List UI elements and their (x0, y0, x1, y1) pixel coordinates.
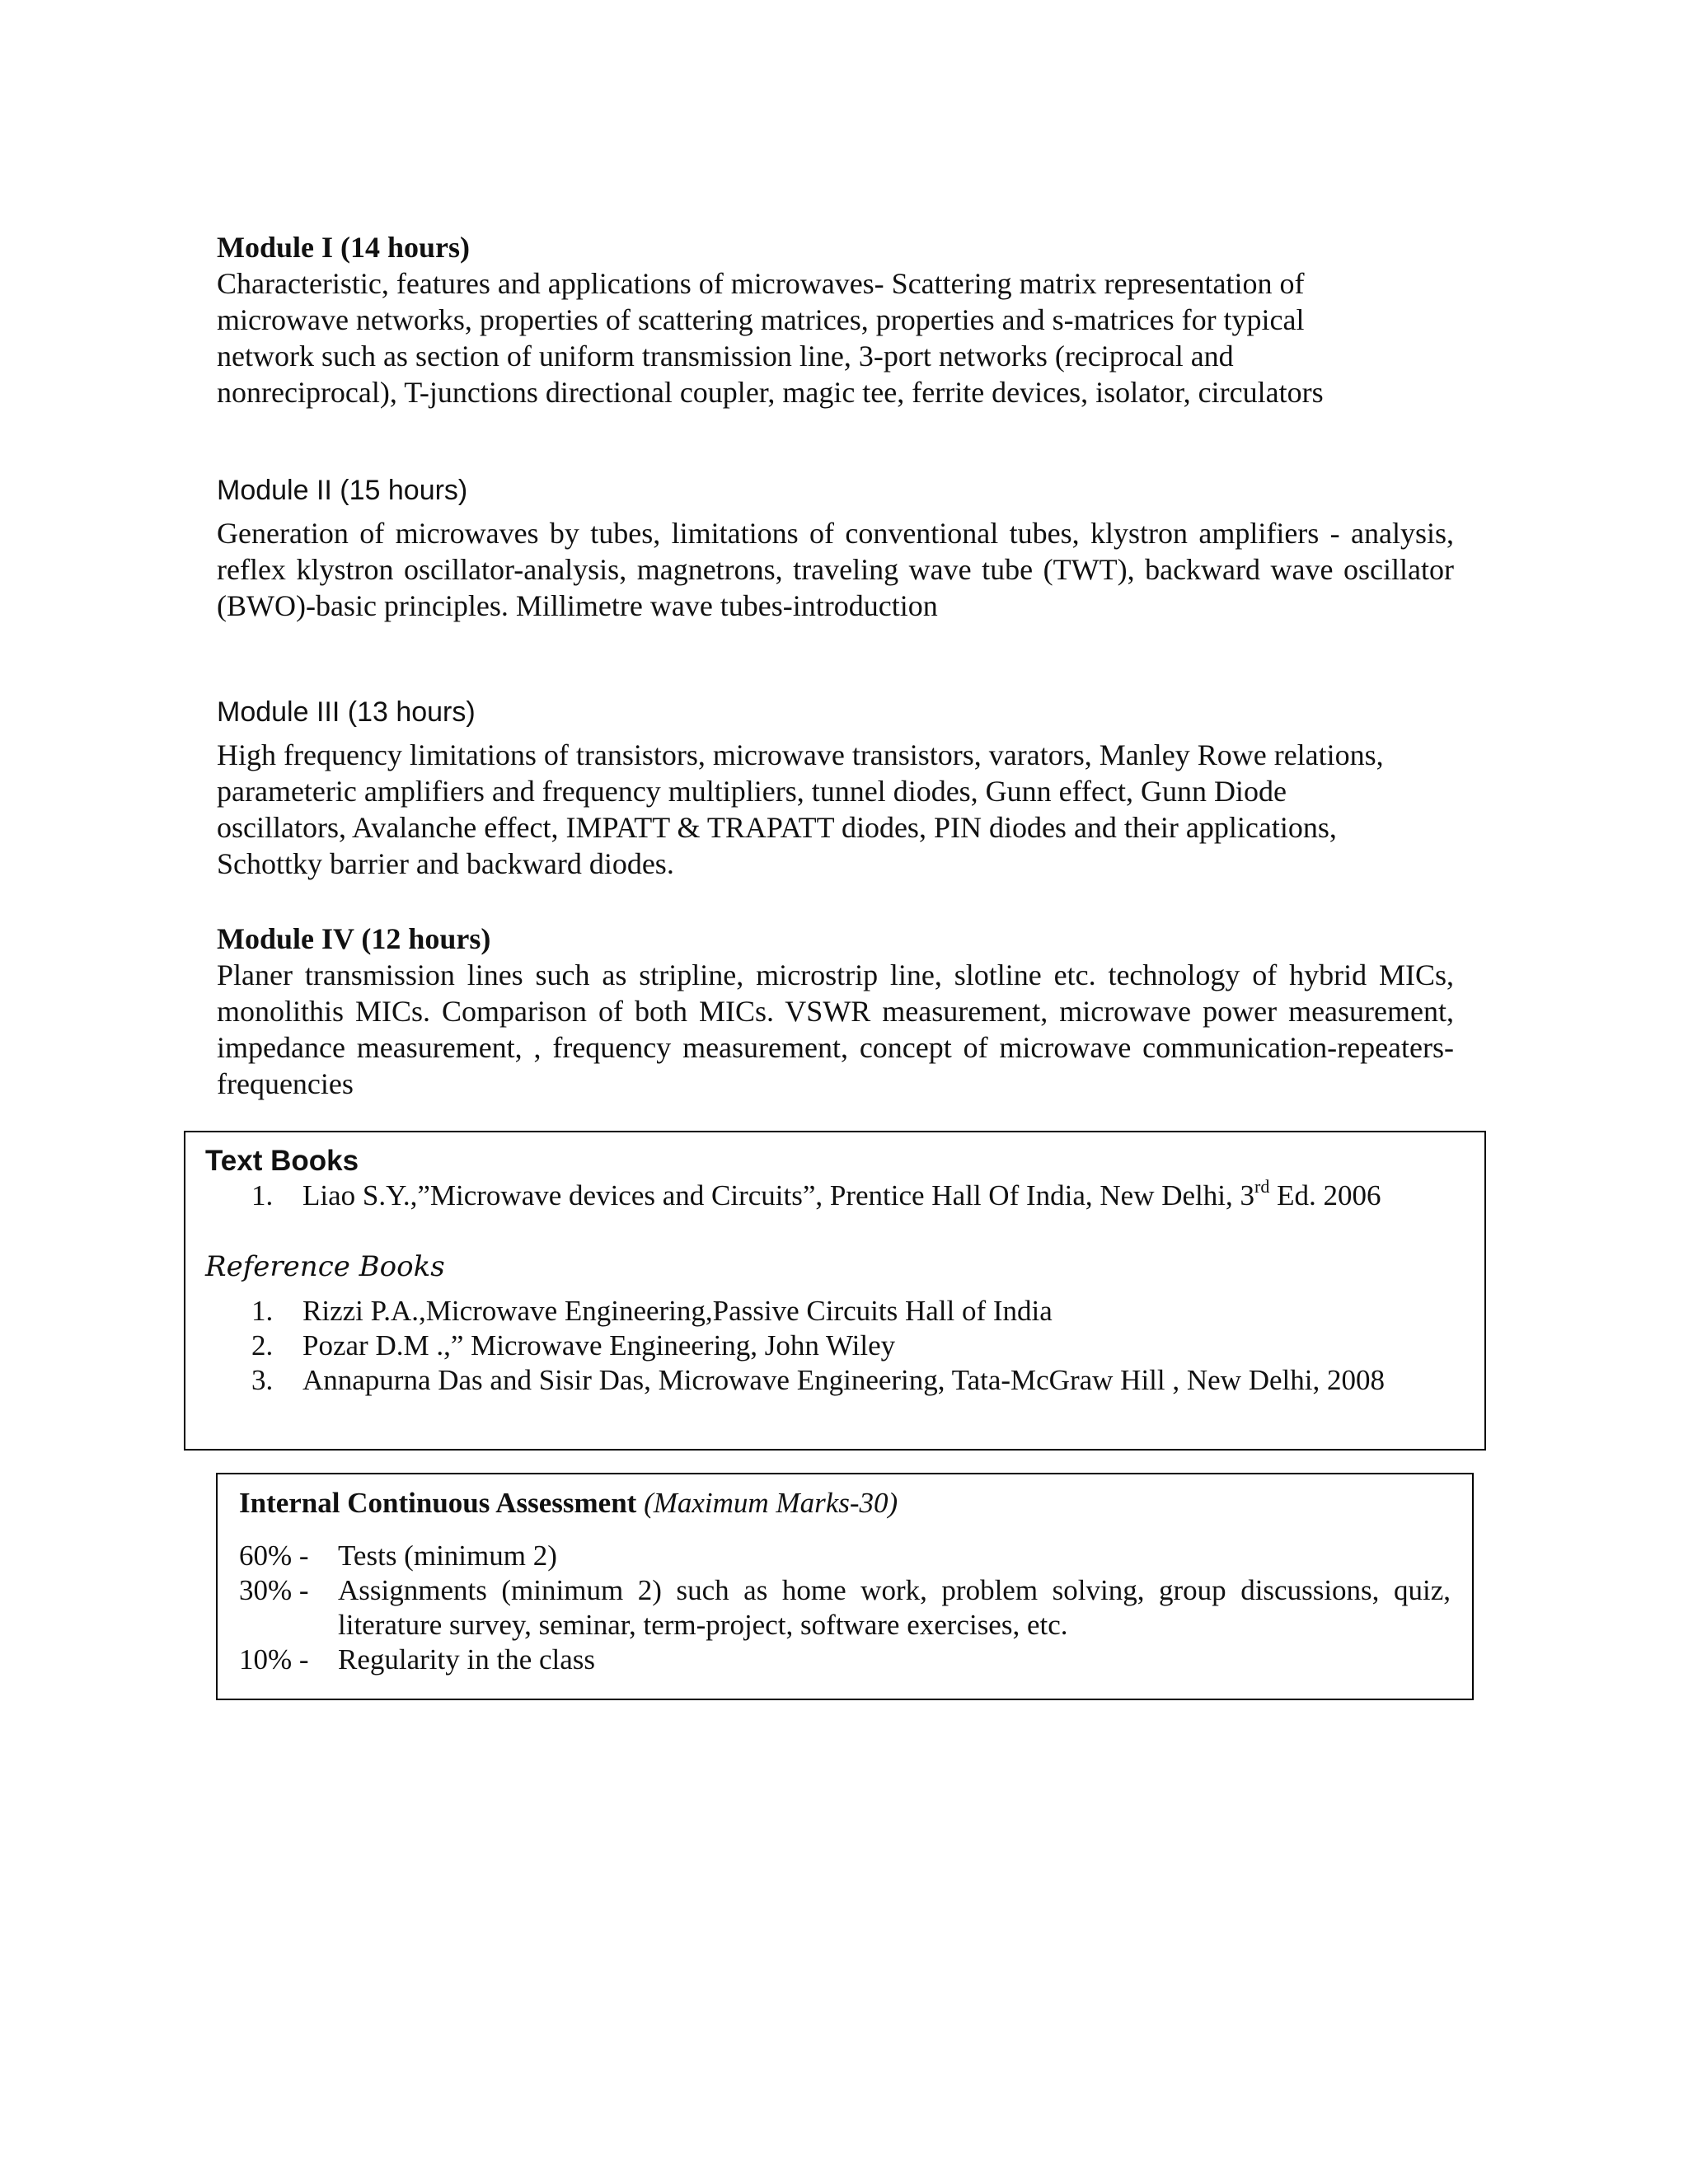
list-item (251, 1363, 1385, 1398)
module-1-line-3: network such as section of uniform transmission line, 3-port networks (reciprocal and (217, 340, 1234, 373)
module-3-line-3: oscillators, Avalanche effect, IMPATT & TRAPATT diodes, PIN diodes and their applications, (217, 811, 1337, 844)
module-4-title: Module IV (12 hours) (217, 922, 491, 955)
module-3-title: Module III (13 hours) (217, 696, 476, 728)
assessment-row (239, 1643, 1451, 1677)
module-3-line-1: High frequency limitations of transistors, microwave transistors, varators, Manley Rowe relations, (217, 738, 1384, 771)
module-3 (217, 694, 1453, 882)
assessment-row (239, 1573, 1451, 1643)
module-1-line-1: Characteristic, features and applications of microwaves- Scattering matrix representation of (217, 267, 1305, 300)
assessment-text: Assignments (minimum 2) such as home work, problem solving, group discussions, quiz, literature survey, seminar, term-project, software exercises, etc. (338, 1574, 1451, 1641)
module-1-line-2: microwave networks, properties of scattering matrices, properties and s-matrices for typical (217, 303, 1305, 336)
module-2-title: Module II (15 hours) (217, 475, 468, 506)
module-1-title: Module I (14 hours) (217, 231, 471, 264)
list-text: Liao S.Y.,”Microwave devices and Circuits”, Prentice Hall Of India, New Delhi, 3 (302, 1179, 1254, 1212)
assessment-percent: 10% - (239, 1643, 309, 1675)
list-item (251, 1329, 1385, 1363)
list-text: Pozar D.M .,” Microwave Engineering, John Wiley (302, 1329, 896, 1361)
module-2-text: Generation of microwaves by tubes, limitations of conventional tubes, klystron amplifiers - analysis, reflex klystron oscillator-analysis, magnetrons, traveling wave tube (TWT), backward wave oscillator (BWO)-basic principles. Millimetre wave tubes-introduction (217, 517, 1454, 622)
list-number: 1. (251, 1295, 274, 1327)
module-4 (217, 921, 1454, 1102)
books-box (184, 1131, 1486, 1451)
assessment-title: Internal Continuous Assessment (239, 1487, 637, 1519)
text-books-heading: Text Books (205, 1145, 359, 1177)
module-3-line-4: Schottky barrier and backward diodes. (217, 847, 674, 880)
assessment-percent: 30% - (239, 1574, 309, 1606)
assessment-box (216, 1473, 1474, 1700)
list-number: 3. (251, 1364, 274, 1396)
reference-books-list (251, 1294, 1385, 1398)
module-1 (217, 229, 1453, 410)
list-number: 2. (251, 1329, 274, 1361)
module-3-line-2: parameteric amplifiers and frequency multipliers, tunnel diodes, Gunn effect, Gunn Diode (217, 775, 1287, 808)
assessment-heading (239, 1486, 898, 1521)
list-text: Rizzi P.A.,Microwave Engineering,Passive Circuits Hall of India (302, 1295, 1053, 1327)
assessment-subtitle: (Maximum Marks-30) (644, 1487, 898, 1519)
module-2 (217, 472, 1454, 624)
text-books-list (251, 1176, 1381, 1213)
reference-books-heading: Reference Books (205, 1250, 445, 1283)
list-number: 1. (251, 1179, 274, 1212)
superscript: rd (1254, 1176, 1270, 1197)
list-text: Annapurna Das and Sisir Das, Microwave Engineering, Tata-McGraw Hill , New Delhi, 2008 (302, 1364, 1385, 1396)
assessment-text: Regularity in the class (338, 1643, 596, 1675)
list-text-tail: Ed. 2006 (1269, 1179, 1381, 1212)
list-item (251, 1294, 1385, 1329)
assessment-text: Tests (minimum 2) (338, 1540, 557, 1572)
module-4-text: Planer transmission lines such as stripline, microstrip line, slotline etc. technology of hybrid MICs, monolithis MICs. Comparison of both MICs. VSWR measurement, microwave power measurement, impedance measurement, , frequency measurement, concept of microwave communication-repeaters-frequencies (217, 958, 1454, 1100)
assessment-percent: 60% - (239, 1540, 309, 1572)
list-item (251, 1176, 1381, 1213)
assessment-row (239, 1539, 1451, 1573)
module-1-line-4: nonreciprocal), T-junctions directional coupler, magic tee, ferrite devices, isolator, circulators (217, 376, 1324, 409)
